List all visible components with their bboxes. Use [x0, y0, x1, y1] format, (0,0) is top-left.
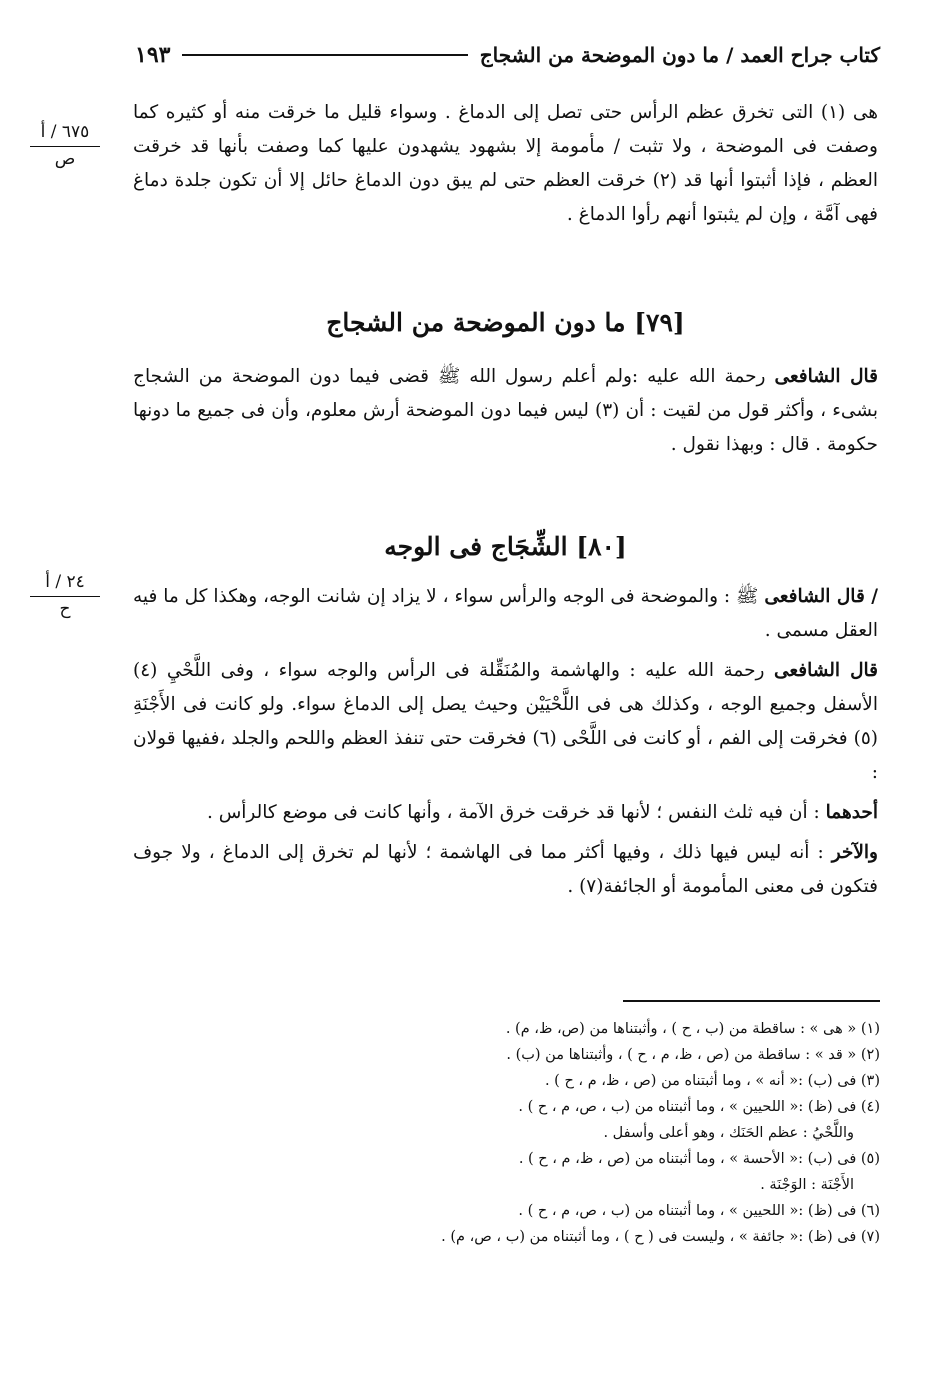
- header-title: كتاب جراح العمد / ما دون الموضحة من الشجاج: [479, 43, 880, 67]
- margin-note-ref: ٢٤ / أ: [30, 570, 100, 597]
- section-80-paragraph-2: [133, 654, 878, 790]
- margin-note-ref: ٦٧٥ / أ: [30, 120, 100, 147]
- running-header: [135, 38, 880, 72]
- footnote: (١) « هى » : ساقطة من (ب ، ح ) ، وأثبتناها من (ص، ظ، م) .: [505, 1021, 880, 1037]
- paragraph-text: : أن فيه ثلث النفس ؛ لأنها قد خرقت خرق الآمة ، وأنها كانت فى موضع كالرأس .: [206, 802, 826, 823]
- footnote-gloss: الأَجْنَة : الوَجْنَة .: [760, 1177, 854, 1193]
- footnote: (٥) فى (ب) :« الأحسة » ، وما أثبتناه من (ص ، ظ، م ، ح ) .: [518, 1151, 880, 1167]
- margin-note-1: [30, 120, 100, 171]
- speaker-label: قال الشافعى: [774, 366, 878, 387]
- margin-note-ms: ح: [59, 599, 71, 619]
- footnote: (٧) فى (ظ) :« جائفة » ، وليست فى ( ح ) ، وما أثبتناه من (ب ، ص، م) .: [441, 1229, 880, 1245]
- footnote-gloss: واللَّحْيُ : عظم الحَنَك ، وهو أعلى وأسفل .: [603, 1125, 854, 1141]
- footnote: (٦) فى (ظ) :« اللحيين » ، وما أثبتناه من (ب ، ص، م ، ح ) .: [518, 1203, 880, 1219]
- section-80-paragraph-1: [133, 580, 878, 648]
- section-80-heading: [٨٠] الشِّجَاج فى الوجه: [384, 532, 627, 561]
- footnote: (٢) « قد » : ساقطة من (ص ، ظ، م ، ح ) ، وأثبتناها من (ب) .: [506, 1047, 880, 1063]
- intro-paragraph: هى (١) التى تخرق عظم الرأس حتى تصل إلى الدماغ . وسواء قليل ما خرقت منه أو كثيره كما وصفت فى الموضحة ، ولا تثبت / مأمومة إلا بشهود يشهدون عليها كما وصفت بأنها قد خرقت العظم ، فإذا أثبتوا أنها قد (٢) خرقت العظم حتى لم يبق دون الدماغ حائل إلا أن تكون جلدة دماغ فهى آمَّة ، وإن لم يثبتوا أنهم رأوا الدماغ .: [133, 102, 878, 225]
- footnotes: [330, 1016, 880, 1250]
- footnote-divider: [623, 1000, 880, 1002]
- section-79-heading: [٧٩] ما دون الموضحة من الشجاج: [326, 308, 685, 337]
- paragraph-text: : أنه ليس فيها ذلك ، وفيها أكثر مما فى الهاشمة ؛ لأنها لم تخرق إلى الدماغ ، ولا جوف فتكون فى معنى المأمومة أو الجائفة(٧) .: [133, 842, 878, 897]
- opinion-label: أحدهما: [825, 802, 878, 823]
- page-marker: /: [864, 586, 879, 607]
- footnote: (٣) فى (ب) :« أنه » ، وما أثبتناه من (ص ، ظ، م ، ح ) .: [544, 1073, 880, 1089]
- footnote: (٤) فى (ظ) :« اللحيين » ، وما أثبتناه من (ب ، ص، م ، ح ) .: [518, 1099, 880, 1115]
- paragraph-text: رحمة الله عليه : والهاشمة والمُنَقِّلة فى الرأس والوجه سواء ، وفى اللَّحْيِ (٤) الأسفل وجميع الوجه ، وكذلك هى فى اللَّحْيَيْن وحيث يصل إلى الدماغ سواء. ولو كانت فى الأَجْنَةِ (٥) فخرقت إلى الفم ، أو كانت فى اللَّحْى (٦) فخرقت حتى تنفذ العظم واللحم والجلد ،ففيها قولان :: [133, 660, 878, 783]
- opinion-label: والآخر: [831, 842, 878, 863]
- section-80-body: [133, 580, 878, 904]
- paragraph-text: ﷺ : والموضحة فى الوجه والرأس سواء ، لا يزاد إن شانت الوجه، وهكذا كل ما فيه العقل مسمى .: [133, 586, 878, 641]
- section-79-body: [133, 360, 878, 462]
- header-rule: [182, 54, 467, 56]
- intro-block: [133, 96, 878, 232]
- section-80-paragraph-4: [133, 836, 878, 904]
- speaker-label: قال الشافعى: [764, 586, 865, 607]
- margin-note-ms: ص: [54, 149, 76, 169]
- speaker-label: قال الشافعى: [773, 660, 879, 681]
- section-79-paragraph: [133, 360, 878, 462]
- margin-note-2: [30, 570, 100, 621]
- page-number: ١٩٣: [135, 42, 171, 68]
- paragraph-text: رحمة الله عليه :ولم أعلم رسول الله ﷺ قضى فيما دون الموضحة من الشجاج بشىء ، وأكثر قول من لقيت : أن (٣) ليس فيما دون الموضحة أرش معلوم، وأن فى جميع ما دونها حكومة . قال : وبهذا نقول .: [133, 366, 878, 455]
- section-80-paragraph-3: [133, 796, 878, 830]
